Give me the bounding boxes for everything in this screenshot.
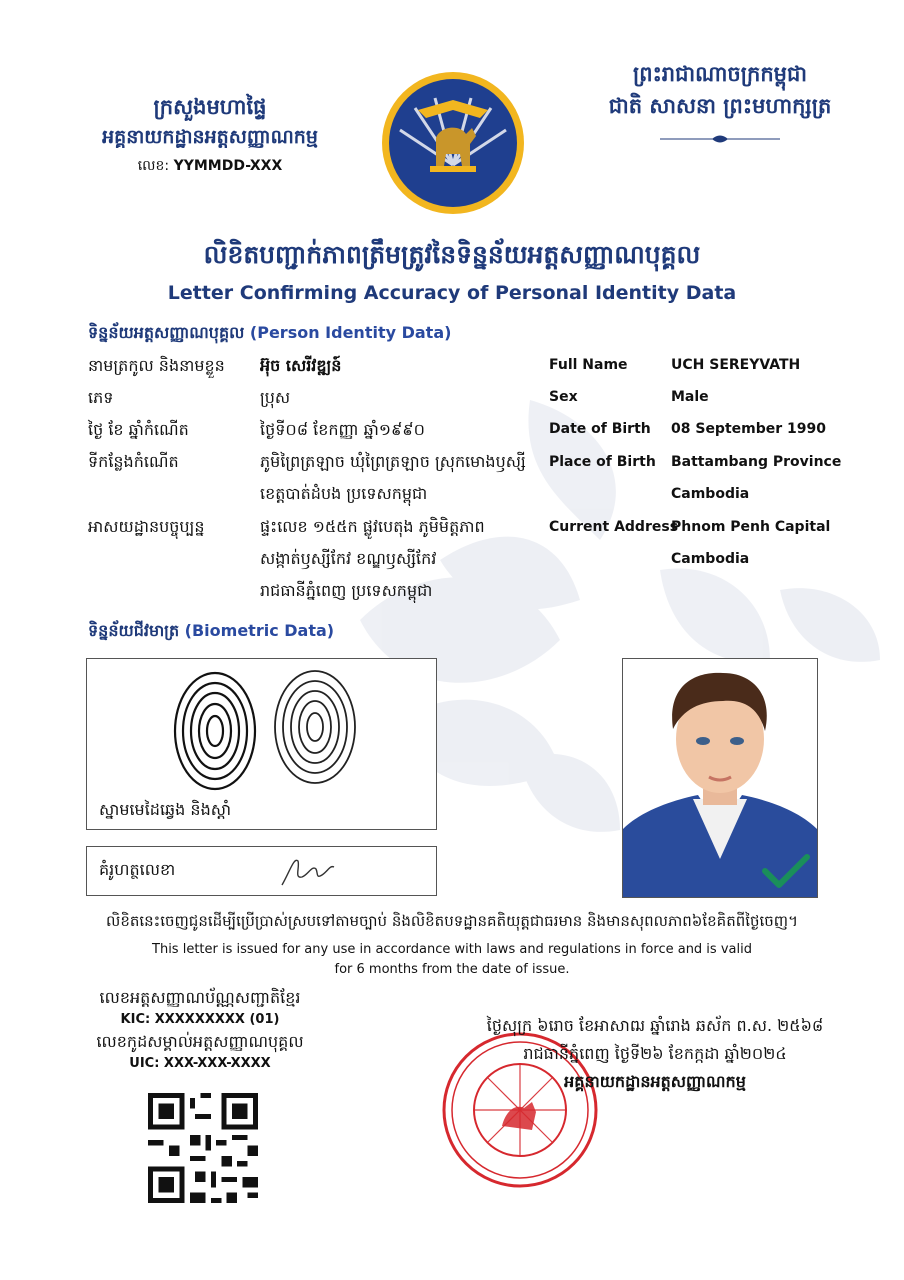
ministry-name: ក្រសួងមហាផ្ទៃ — [153, 95, 267, 119]
fullname-value-kh: អ៊ុច សេរីវឌ្ឍន៍ — [260, 356, 342, 375]
address-value-kh-line1: ផ្ទះលេខ ១៥៥ក ផ្លូវបេតុង ភូមិមិត្តភាព — [260, 517, 485, 536]
signature-box — [86, 846, 437, 896]
address-value-en-line2: Cambodia — [671, 551, 750, 567]
fingerprint-icon — [167, 667, 367, 795]
address-value-en-line1: Phnom Penh Capital — [671, 519, 831, 535]
lunar-date: ថ្ងៃសុក្រ ៦រោច ខែអាសាឍ ឆ្នាំរោង ឆស័ក ព.ស. ២៥៦៨ — [486, 1016, 824, 1035]
pob-value-kh-line2: ខេត្តបាត់ដំបង ប្រទេសកម្ពុជា — [260, 484, 428, 503]
biometric-heading-en: (Biometric Data) — [184, 621, 335, 640]
address-value-kh-line3: រាជធានីភ្នំពេញ ប្រទេសកម្ពុជា — [260, 581, 433, 600]
biometric-section-heading — [88, 620, 334, 644]
pob-label-kh: ទីកន្លែងកំណើត — [88, 452, 179, 471]
header-left — [60, 92, 360, 177]
dob-label-en: Date of Birth — [549, 421, 651, 437]
biometric-heading-kh: ទិន្នន័យជីវមាត្រ — [88, 621, 180, 640]
dob-value-en: 08 September 1990 — [671, 421, 826, 437]
address-value-kh-line2: សង្កាត់ឫស្សីកែវ ខណ្ឌឫស្សីកែវ — [260, 549, 437, 568]
dob-value-kh: ថ្ងៃទី០៨ ខែកញ្ញា ឆ្នាំ១៩៩០ — [260, 420, 425, 439]
title-khmer: លិខិតបញ្ជាក់ភាពត្រឹមត្រូវនៃទិន្នន័យអត្តសញ្ញាណបុគ្គល — [203, 240, 701, 269]
portrait-photo — [622, 658, 818, 898]
notice-english-line1: This letter is issued for any use in accordance with laws and regulations in force and is valid — [152, 942, 752, 957]
signature-caption: គំរូហត្ថលេខា — [99, 860, 176, 879]
title-english: Letter Confirming Accuracy of Personal Identity Data — [167, 282, 737, 304]
reference-value: YYMMDD-XXX — [173, 158, 283, 174]
kic-value: KIC: XXXXXXXXX (01) — [120, 1012, 280, 1027]
reference-number — [60, 156, 360, 177]
department-name: អគ្គនាយកដ្ឋានអត្តសញ្ញាណកម្ម — [102, 126, 318, 148]
uic-label: លេខកូដសម្គាល់អត្តសញ្ញាណបុគ្គល — [96, 1032, 304, 1051]
qr-code-icon — [148, 1093, 258, 1203]
kic-label: លេខអត្តសញ្ញាណប័ណ្ណសញ្ជាតិខ្មែរ — [99, 988, 301, 1007]
notice-english — [100, 940, 804, 980]
sex-label-en: Sex — [549, 389, 578, 405]
fingerprint-box — [86, 658, 437, 830]
department-emblem-logo — [380, 70, 526, 216]
fingerprint-caption: ស្នាមមេដៃឆ្វេង និងស្តាំ — [99, 800, 232, 819]
sex-label-kh: ភេទ — [88, 388, 114, 407]
pob-value-kh-line1: ភូមិព្រៃត្រឡាច ឃុំព្រៃត្រឡាច ស្រុកមោងឫស្សី — [260, 452, 526, 471]
pob-label-en: Place of Birth — [549, 454, 656, 470]
identity-heading-en: (Person Identity Data) — [249, 323, 452, 342]
pob-value-en-line2: Cambodia — [671, 486, 750, 502]
address-label-kh: អាសយដ្ឋានបច្ចុប្បន្ន — [88, 517, 205, 536]
sex-value-en: Male — [671, 389, 709, 405]
verified-checkmark-icon — [761, 851, 811, 891]
identity-section-heading — [88, 322, 451, 346]
fullname-label-kh: នាមត្រកូល និងនាមខ្លួន — [88, 356, 225, 375]
issuing-authority: អគ្គនាយកដ្ឋានអត្តសញ្ញាណកម្ម — [564, 1072, 746, 1091]
notice-english-line2: for 6 months from the date of issue. — [334, 962, 570, 977]
uic-value: UIC: XXX-XXX-XXXX — [129, 1056, 271, 1071]
reference-label: លេខ: — [137, 158, 170, 174]
fullname-value-en: UCH SEREYVATH — [671, 357, 801, 373]
kingdom-name: ព្រះរាជាណាចក្រកម្ពុជា — [632, 62, 807, 86]
header-right — [570, 58, 870, 122]
motto-ornament-icon — [660, 134, 780, 144]
dob-label-kh: ថ្ងៃ ខែ ឆ្នាំកំណើត — [88, 420, 189, 439]
identity-heading-kh: ទិន្នន័យអត្តសញ្ញាណបុគ្គល — [88, 323, 245, 342]
place-and-date: រាជធានីភ្នំពេញ ថ្ងៃទី២៦ ខែកក្កដា ឆ្នាំ២០២៤ — [523, 1044, 787, 1063]
pob-value-en-line1: Battambang Province — [671, 454, 842, 470]
notice-khmer: លិខិតនេះចេញជូនដើម្បីប្រើប្រាស់ស្របទៅតាមច្បាប់ និងលិខិតបទដ្ឋានគតិយុត្តជាធរមាន និងមានសុពលភាព៦ខែគិតពីថ្ងៃចេញ។ — [106, 912, 798, 930]
national-motto: ជាតិ សាសនា ព្រះមហាក្សត្រ — [608, 94, 832, 118]
fullname-label-en: Full Name — [549, 357, 628, 373]
signature-scribble-icon — [272, 851, 342, 891]
sex-value-kh: ប្រុស — [260, 388, 291, 407]
address-label-en: Current Address — [549, 519, 679, 535]
identifier-block — [60, 986, 340, 1074]
issue-date-block — [440, 1012, 870, 1096]
